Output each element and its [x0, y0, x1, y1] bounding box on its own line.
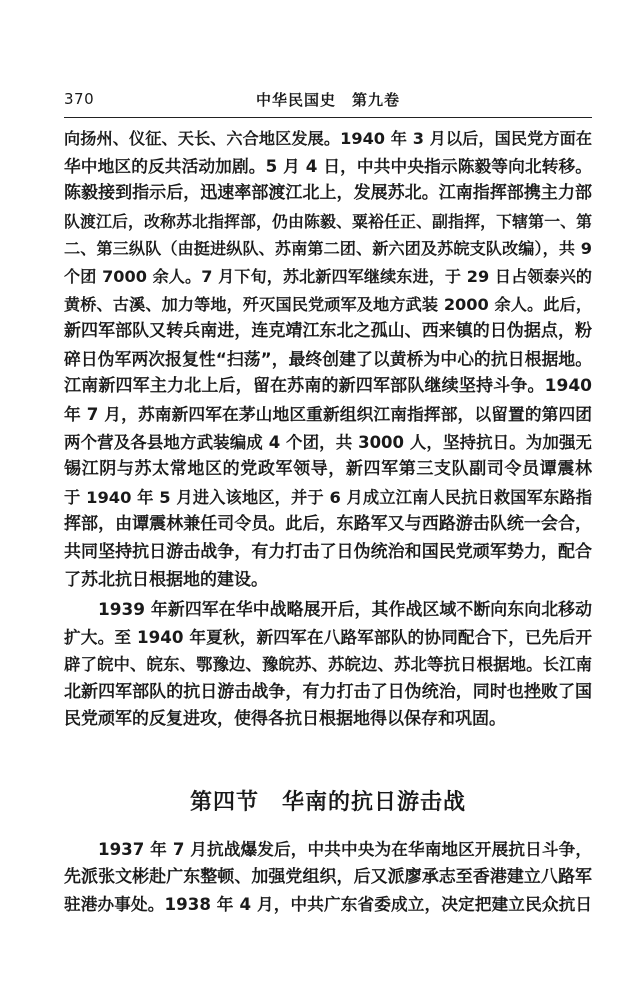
text-line: 陈毅接到指示后，迅速率部渡江北上，发展苏北。江南指挥部携主力部 — [64, 183, 592, 204]
text-line: 锡江阴与苏太常地区的党政军领导，新四军第三支队副司令员谭震林 — [64, 459, 592, 480]
text-line: 两个营及各县地方武装编成 4 个团，共 3000 人，坚持抗日。为加强无 — [64, 432, 592, 452]
text-line: 黄桥、古溪、加力等地，歼灭国民党顽军及地方武装 2000 余人。此后， — [64, 294, 592, 314]
text-line: 江南新四军主力北上后，留在苏南的新四军部队继续坚持斗争。1940 — [64, 376, 592, 397]
text-line: 华中地区的反共活动加剧。5 月 4 日，中共中央指示陈毅等向北转移。 — [64, 155, 592, 176]
text-line: 了苏北抗日根据地的建设。 — [64, 569, 268, 590]
text-line: 年 7 月，苏南新四军在茅山地区重新组织江南指挥部，以留置的第四团 — [64, 403, 592, 424]
text-line: 共同坚持抗日游击战争，有力打击了日伪统治和国民党顽军势力，配合 — [64, 541, 592, 562]
text-line: 向扬州、仪征、天长、六合地区发展。1940 年 3 月以后，国民党方面在 — [64, 129, 592, 148]
text-line: 北新四军部队的抗日游击战争，有力打击了日伪统治，同时也挫败了国 — [64, 681, 592, 702]
text-line: 1937 年 7 月抗战爆发后，中共中央为在华南地区开展抗日斗争， — [98, 840, 592, 859]
text-line: 个团 7000 余人。7 月下旬，苏北新四军继续东进，于 29 日占领泰兴的 — [64, 266, 592, 286]
text-line: 二、第三纵队（由挺进纵队、苏南第二团、新六团及苏皖支队改编），共 9 — [64, 239, 592, 259]
paragraph-2 — [64, 596, 592, 734]
paragraph-1 — [64, 125, 592, 594]
book-title: 中华民国史 第九卷 — [255, 91, 400, 109]
text-line: 先派张文彬赴广东整顿、加强党组织，后又派廖承志至香港建立八路军 — [64, 866, 592, 887]
page-number: 370 — [64, 90, 95, 108]
text-line: 碎日伪军两次报复性“扫荡”，最终创建了以黄桥为中心的抗日根据地。 — [64, 348, 592, 369]
section-heading: 第四节 华南的抗日游击战 — [189, 789, 466, 815]
text-line: 挥部，由谭震林兼任司令员。此后，东路军又与西路游击队统一会合， — [64, 514, 592, 535]
text-line: 于 1940 年 5 月进入该地区，并于 6 月成立江南人民抗日救国军东路指 — [64, 487, 592, 507]
header-rule — [64, 117, 592, 118]
text-line: 扩大。至 1940 年夏秋，新四军在八路军部队的协同配合下，已先后开 — [64, 627, 592, 647]
running-header — [64, 88, 592, 114]
paragraph-3 — [64, 836, 592, 919]
text-line: 民党顽军的反复进攻，使得各抗日根据地得以保存和巩固。 — [64, 709, 506, 730]
text-line: 1939 年新四军在华中战略展开后，其作战区域不断向东向北移动 — [98, 599, 592, 619]
text-line: 驻港办事处。1938 年 4 月，中共广东省委成立，决定把建立民众抗日 — [64, 895, 592, 915]
text-line: 队渡江后，改称苏北指挥部，仍由陈毅、粟裕任正、副指挥，下辖第一、第 — [64, 211, 592, 231]
text-line: 新四军部队又转兵南进，连克靖江东北之孤山、西来镇的日伪据点，粉 — [64, 321, 592, 342]
text-line: 辟了皖中、皖东、鄂豫边、豫皖苏、苏皖边、苏北等抗日根据地。长江南 — [64, 655, 592, 675]
